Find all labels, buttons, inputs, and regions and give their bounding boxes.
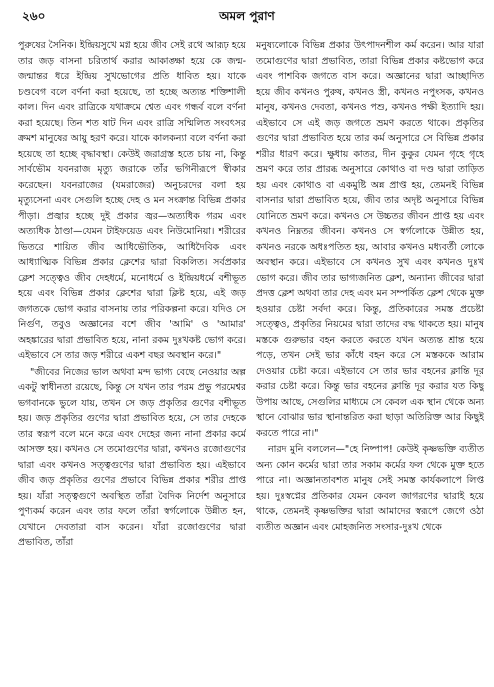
paragraph: নারদ মুনি বললেন—"হে নিষ্পাপ! কেউই কৃষ্ণভক্তি ব্যতীত অন্য কোন কর্মের দ্বারা তার সকাম কর্মের ফল থেকে মুক্ত হতে পারে না। অজ্ঞানতাবশত মানুষ সেই সমস্ত কার্যকলাপে লিপ্ত হয়। দুঃস্বপ্নের প্রতিকার যেমন কেবল জাগরণের দ্বারাই হয়ে থাকে, তেমনই কৃষ্ণভক্তির দ্বারা আমাদের স্বরূপে জেগে ওঠা ব্যতীত অজ্ঞান এবং মোহজনিত সংসার-দুঃখ থেকে <box>256 444 484 533</box>
page-number: ২৬০ <box>22 9 46 23</box>
paragraph: পুরুষের সৈনিক। ইন্দ্রিয়সুখে মগ্ন হয়ে জীব সেই রথে আরূঢ় হয়ে তার জড় বাসনা চরিতার্থ করার আকাঙ্ক্ষা হয়ে কে জন্ম-জন্মান্তর ধরে ইন্দ্রিয় সুখভোগের প্রতি ধাবিত হয়। যাকে চণ্ডবেগ বলে বর্ণনা করা হয়েছে, তা হচ্ছে অত্যন্ত শক্তিশালী কাল। দিন এবং রাত্রিকে যথাক্রমে শ্বেত এবং গন্ধর্ব বলে বর্ণনা করা হয়েছে। তিন শত ষাট দিন এবং রাত্রি সম্মিলিত সংবৎসর ক্রমশ মানুষের আয়ু হরণ করে। যাকে কালকন্যা বলে বর্ণনা করা হয়েছে তা হচ্ছে বৃদ্ধাবস্থা। কেউই জরাগ্রস্ত হতে চায় না, কিন্তু সার্বভৌম যবনরাজ মৃত্যু জরাকে তাঁর ভগিনীরূপে স্বীকার করেছেন। যবনরাজের (যমরাজের) অনুচরদের বলা হয় মৃত্যুসেনা এবং সেগুলি হচ্ছে দেহ ও মন সংক্রান্ত বিভিন্ন প্রকার পীড়া। প্রজ্বার হচ্ছে দুই প্রকার জ্বর—অত্যধিক গরম এবং অত্যধিক ঠাণ্ডা—যেমন টাইফয়েড এবং নিউমোনিয়া। শরীরের ভিতরে শায়িত জীব আধিভৌতিক, আধিদৈবিক এবং আধ্যাত্মিক বিভিন্ন প্রকার ক্লেশের দ্বারা বিকলিত। সর্বপ্রকার ক্লেশ সত্ত্বেও জীব দেহধর্মে, মনোধর্মে ও ইন্দ্রিয়ধর্মে বশীভূত হয়ে এবং বিভিন্ন প্রকার ক্লেশের দ্বারা ক্লিষ্ট হয়ে, এই জড় জগতকে ভোগ করার বাসনায় তার পরিকল্পনা করে। যদিও সে নির্গুণ, তবুও অজ্ঞানের বশে জীব 'আমি' ও 'আমার' অহঙ্কারের দ্বারা প্রভাবিত হয়ে, নানা রকম দুঃখকষ্ট ভোগ করে। এইভাবে সে তার জড় শরীরে একশ বছর অবস্থান করে।" <box>18 40 246 361</box>
text-columns <box>18 38 484 678</box>
running-title: অমল পুরাণ <box>219 9 275 23</box>
paragraph: মনুষ্যলোকে বিভিন্ন প্রকার উৎপাদনশীল কর্ম করেন। আর যারা তমোগুণের দ্বারা প্রভাবিত, তারা বিভিন্ন প্রকার কষ্টভোগ করে এবং পাশবিক জগতে বাস করে। অজ্ঞানের দ্বারা আচ্ছাদিত হয়ে জীব কখনও পুরুষ, কখনও স্ত্রী, কখনও নপুংসক, কখনও মানুষ, কখনও দেবতা, কখনও পশু, কখনও পক্ষী ইত্যাদি হয়। এইভাবে সে এই জড় জগতে ভ্রমণ করতে থাকে। প্রকৃতির গুণের দ্বারা প্রভাবিত হয়ে তার কর্ম অনুসারে সে বিভিন্ন প্রকার শরীর ধারণ করে। ক্ষুধায় কাতর, দীন কুকুর যেমন গৃহে গৃহে ভ্রমণ করে তার প্রারব্ধ অনুসারে কোথাও বা দণ্ড দ্বারা তাড়িত হয় এবং কোথাও বা একমুষ্টি অন্ন প্রাপ্ত হয়, তেমনই বিভিন্ন বাসনার দ্বারা প্রভাবিত হয়ে, জীব তার অদৃষ্ট অনুসারে বিভিন্ন যোনিতে ভ্রমণ করে। কখনও সে উচ্চতর জীবন প্রাপ্ত হয় এবং কখনও নিম্নতর জীবন। কখনও সে স্বর্গলোকে উন্নীত হয়, কখনও নরকে অধঃপতিত হয়, আবার কখনও মধ্যবর্তী লোকে অবস্থান করে। এইভাবে সে কখনও সুখ এবং কখনও দুঃখ ভোগ করে। জীব তার ভাগ্যজনিত ক্লেশ, অন্যান্য জীবের দ্বারা প্রদত্ত ক্লেশ অথবা তার দেহ এবং মন সম্পর্কিত ক্লেশ থেকে মুক্ত হওয়ার চেষ্টা সর্বদা করে। কিন্তু, প্রতিকারের সমস্ত প্রচেষ্টা সত্ত্বেও, প্রকৃতির নিয়মের দ্বারা তাদের বদ্ধ থাকতে হয়। মানুষ মস্তকে গুরুভার বহন করতে করতে যখন অত্যন্ত শ্রান্ত হয়ে পড়ে, তখন সেই ভার কাঁধে বহন করে সে মস্তককে আরাম দেওয়ার চেষ্টা করে। এইভাবে সে তার ভার বহনের ক্লান্তি দূর করার চেষ্টা করে। কিন্তু ভার বহনের ক্লান্তি দূর করার যত কিছু উপায় আছে, সেগুলির মাধ্যমে সে কেবল এক স্থান থেকে অন্য স্থানে বোঝার ভার স্থানান্তরিত করা ছাড়া অতিরিক্ত আর কিছুই করতে পারে না।" <box>256 40 484 439</box>
paragraph: "জীবের নিজের ভাল অথবা মন্দ ভাগ্য বেছে নেওয়ার অল্প একটু স্বাধীনতা রয়েছে, কিন্তু সে যখন তার পরম প্রভু পরমেশ্বর ভগবানকে ভুলে যায়, তখন সে জড় প্রকৃতির গুণের বশীভূত হয়। জড় প্রকৃতির গুণের দ্বারা প্রভাবিত হয়ে, সে তার দেহকে তার স্বরূপ বলে মনে করে এবং দেহের জন্য নানা প্রকার কর্মে আসক্ত হয়। কখনও সে তমোগুণের দ্বারা, কখনও রজোগুণের দ্বারা এবং কখনও সত্ত্বগুণের দ্বারা প্রভাবিত হয়। এইভাবে জীব জড় প্রকৃতির গুণের প্রভাবে বিভিন্ন প্রকার শরীর প্রাপ্ত হয়। যাঁরা সত্ত্বগুণে অবস্থিত তাঁরা বৈদিক নির্দেশ অনুসারে পুণ্যকর্ম করেন এবং তার ফলে তাঁরা স্বর্গলোকে উন্নীত হন, যেখানে দেবতারা বাস করেন। যাঁরা রজোগুণের দ্বারা প্রভাবিত, তাঁরা <box>18 366 246 548</box>
right-column <box>256 38 484 678</box>
left-column <box>18 38 246 678</box>
page-header <box>0 0 494 36</box>
